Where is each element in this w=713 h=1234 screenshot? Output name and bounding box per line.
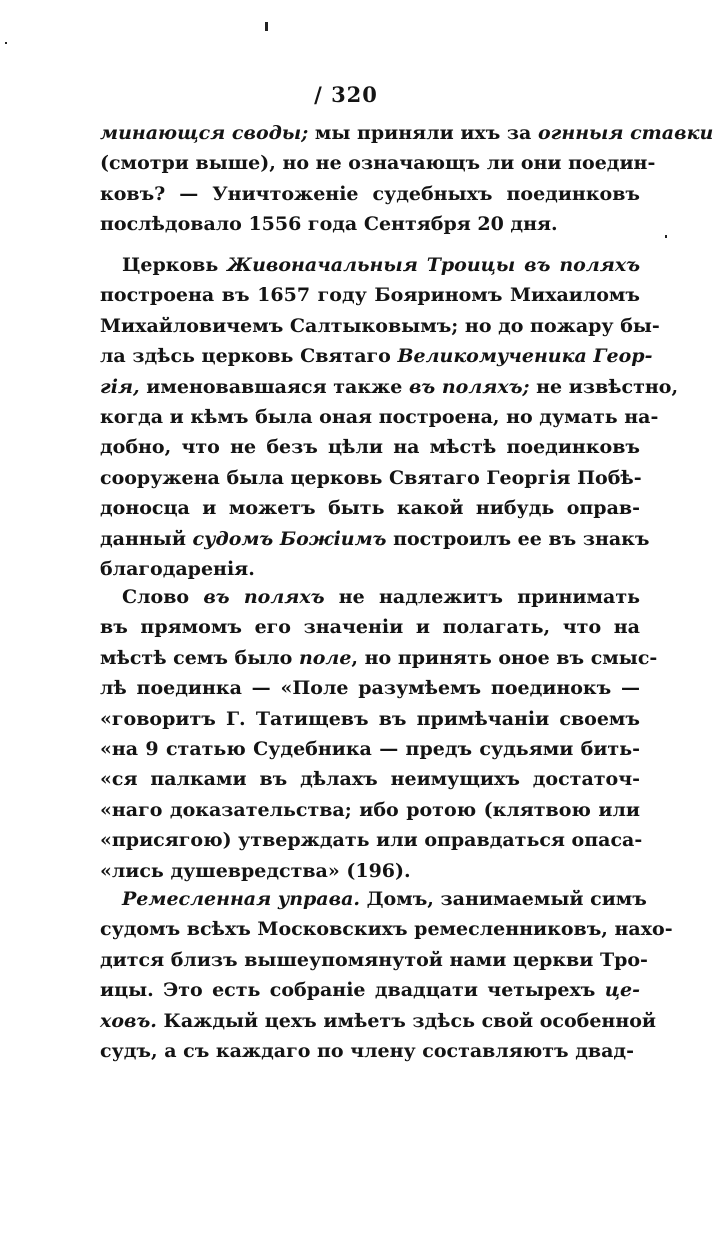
text-run: «на 9 статью Судебника — предъ судьями бить-	[100, 737, 640, 760]
text-run: сооружена была церковь Святаго Георгія Побѣ-	[100, 466, 642, 489]
text-line	[100, 1036, 640, 1066]
italic-text: судомъ Божіимъ	[192, 527, 387, 550]
text-run: , но принять оное въ смыс-	[351, 646, 658, 669]
text-run: построилъ ее въ знакъ	[386, 527, 650, 550]
text-run: мѣстѣ семъ было	[100, 646, 299, 669]
text-line	[100, 975, 640, 1005]
italic-text: въ поляхъ;	[408, 375, 530, 398]
text-line	[100, 795, 640, 825]
text-line	[100, 118, 713, 148]
text-run: Домъ, занимаемый симъ	[360, 888, 647, 910]
text-line	[100, 825, 643, 855]
text-run: именовавшаяся также	[139, 375, 409, 398]
text-line	[100, 463, 640, 493]
text-run: ковъ? — Уничтоженіе судебныхъ поединковъ	[100, 182, 640, 205]
page-number: 320	[331, 82, 378, 107]
italic-text: гія,	[100, 375, 140, 398]
text-line	[100, 209, 640, 239]
ink-mark	[265, 22, 268, 31]
paragraph-2	[100, 250, 679, 584]
italic-text: огнныя ставки	[537, 122, 713, 144]
text-run: Михайловичемъ Салтыковымъ; но до пожару бы-	[100, 314, 660, 337]
text-line	[100, 432, 640, 462]
text-run: «лись душевредства» (196).	[100, 859, 411, 882]
text-line	[100, 179, 640, 209]
italic-text: минающся своды;	[100, 122, 309, 144]
text-line	[100, 856, 640, 886]
page-header	[0, 82, 692, 107]
italic-text: въ поляхъ	[203, 586, 325, 608]
text-run: Каждый цехъ имѣетъ здѣсь свой особенной	[156, 1009, 657, 1032]
text-run: «ся палками въ дѣлахъ неимущихъ достаточ-	[100, 768, 640, 791]
text-run: судомъ всѣхъ Московскихъ ремесленниковъ, нахо-	[100, 918, 673, 941]
paragraph-1	[100, 118, 713, 240]
text-line	[100, 914, 673, 944]
text-run: «присягою) утверждать или оправдаться опаса-	[100, 829, 643, 852]
text-line	[100, 554, 640, 584]
text-run: благодаренія.	[100, 557, 255, 580]
ink-mark	[665, 235, 667, 238]
text-line	[100, 582, 640, 612]
text-line	[100, 493, 640, 523]
italic-text: Ремесленная управа.	[122, 888, 361, 910]
paragraph-4	[100, 884, 673, 1066]
text-line	[100, 524, 650, 554]
text-line	[100, 372, 679, 402]
text-line	[100, 884, 647, 914]
text-line	[100, 764, 640, 794]
text-line	[100, 402, 659, 432]
text-run: ла здѣсь церковь Святаго	[100, 345, 398, 368]
text-run: послѣдовало 1556 года Сентября 20 дня.	[100, 213, 558, 236]
text-run: Церковь	[122, 254, 228, 276]
text-run: Слово	[122, 586, 204, 608]
italic-text: це-	[604, 979, 640, 1002]
text-line	[100, 945, 648, 975]
text-run: лѣ поединка — «Поле разумѣемъ поединокъ —	[100, 677, 640, 700]
text-line	[100, 311, 660, 341]
text-run: данный	[100, 527, 193, 550]
text-run: не извѣстно,	[529, 375, 679, 398]
text-line	[100, 612, 640, 642]
text-run: дится близъ вышеупомянутой нами церкви Тро-	[100, 948, 648, 971]
text-line	[100, 643, 658, 673]
text-line	[100, 280, 640, 310]
text-run: судъ, а съ каждаго по члену составляютъ двад-	[100, 1039, 634, 1062]
text-run: въ прямомъ его значеніи и полагать, что на	[100, 616, 640, 639]
italic-text: ховъ.	[100, 1009, 157, 1032]
text-line	[100, 734, 640, 764]
text-line	[100, 250, 640, 280]
italic-text: Великомученика Геор-	[397, 345, 653, 368]
text-line	[100, 1006, 657, 1036]
text-run: добно, что не безъ цѣли на мѣстѣ поединковъ	[100, 436, 640, 459]
text-run: «наго доказательства; ибо ротою (клятвою или	[100, 798, 640, 821]
text-run: ицы. Это есть собраніе двадцати четырехъ	[100, 979, 605, 1002]
italic-text: Живоначальныя Троицы въ поляхъ	[227, 254, 641, 276]
ink-mark	[5, 42, 7, 44]
text-run: мы приняли ихъ за	[308, 122, 538, 144]
paragraph-3	[100, 582, 658, 886]
text-run: построена въ 1657 году Бояриномъ Михаиломъ	[100, 284, 640, 307]
text-run: доносца и можетъ быть какой нибудь оправ-	[100, 497, 640, 520]
text-line	[100, 704, 640, 734]
text-run: не надлежитъ принимать	[324, 586, 640, 608]
text-run: когда и кѣмъ была оная построена, но думать на-	[100, 405, 659, 428]
text-run: «говоритъ Г. Татищевъ въ примѣчаніи своемъ	[100, 707, 640, 730]
text-line	[100, 673, 640, 703]
italic-text: поле	[298, 646, 352, 669]
header-mark: /	[314, 82, 332, 107]
text-run: (смотри выше), но не означающъ ли они поедин-	[100, 152, 656, 175]
text-line	[100, 148, 656, 178]
text-line	[100, 341, 653, 371]
